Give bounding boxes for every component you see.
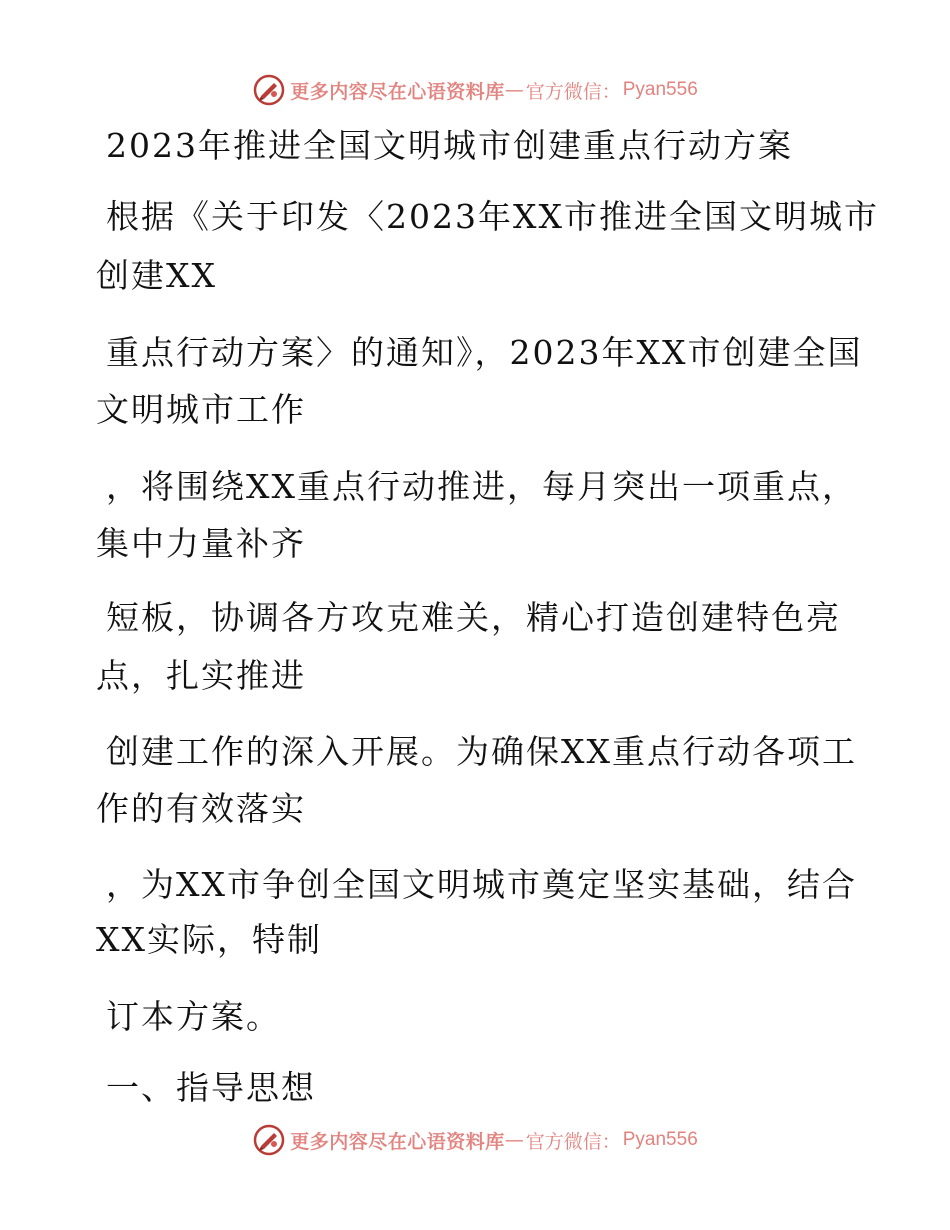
body-line: 作的有效落实 — [96, 789, 306, 828]
header-watermark-banner — [0, 70, 950, 110]
body-line: ，为XX市争创全国文明城市奠定坚实基础，结合 — [106, 865, 857, 904]
banner-wechat-label: 官方微信： — [525, 80, 621, 103]
banner-dash: — — [504, 1129, 524, 1151]
body-line: ，将围绕XX重点行动推进，每月突出一项重点， — [106, 467, 857, 506]
banner-text: 更多内容尽在心语资料库 — [290, 1130, 505, 1153]
body-line: 文明城市工作 — [96, 390, 306, 429]
banner-text: 更多内容尽在心语资料库 — [290, 80, 505, 103]
body-line: 根据《关于印发〈2023年XX市推进全国文明城市 — [106, 197, 879, 236]
body-line: 订本方案。 — [106, 997, 281, 1036]
body-line: 集中力量补齐 — [96, 524, 306, 563]
body-line: 创建XX — [96, 256, 217, 295]
body-line: 创建工作的深入开展。为确保XX重点行动各项工 — [106, 732, 857, 771]
body-line: 短板，协调各方攻克难关，精心打造创建特色亮 — [106, 598, 841, 637]
banner-dash: — — [504, 79, 524, 101]
banner-wechat-label: 官方微信： — [525, 1130, 621, 1153]
body-line: 重点行动方案〉的通知》，2023年XX市创建全国 — [106, 333, 863, 372]
body-line: XX实际，特制 — [96, 920, 322, 959]
pen-logo-icon — [252, 1123, 286, 1157]
section-heading: 一、指导思想 — [106, 1068, 316, 1107]
banner-wechat-id: Pyan556 — [622, 1129, 698, 1150]
body-line: 点，扎实推进 — [96, 656, 306, 695]
document-title: 2023年推进全国文明城市创建重点行动方案 — [106, 126, 793, 165]
footer-watermark-banner — [0, 1120, 950, 1160]
banner-wechat-id: Pyan556 — [622, 79, 698, 100]
pen-logo-icon — [252, 73, 286, 107]
